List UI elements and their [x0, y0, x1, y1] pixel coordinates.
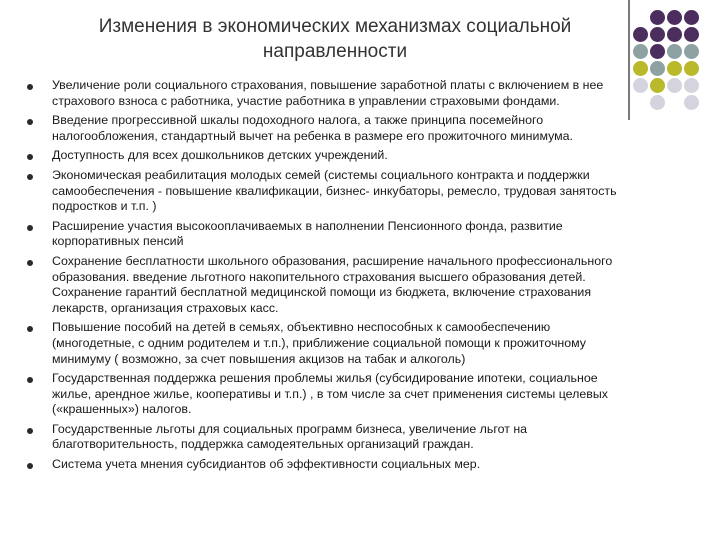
decorative-dot — [684, 78, 699, 93]
decorative-dot-grid — [633, 10, 720, 112]
decorative-dot — [701, 44, 716, 59]
decorative-dot — [667, 10, 682, 25]
bullet-item — [24, 168, 634, 215]
decorative-dot — [701, 61, 716, 76]
decorative-dot — [684, 61, 699, 76]
decorative-dot — [650, 61, 665, 76]
bullet-icon — [27, 463, 33, 469]
bullet-item — [24, 148, 634, 164]
bullet-icon — [27, 84, 33, 90]
bullet-text: Система учета мнения субсидиантов об эффективности социальных мер. — [52, 457, 481, 472]
decorative-dot — [667, 44, 682, 59]
decorative-dot — [701, 10, 716, 25]
bullet-text: Расширение участия высокооплачиваемых в наполнении Пенсионного фонда, развитие корпоративных пенсий — [52, 218, 563, 249]
slide-title: Изменения в экономических механизмах социальной направленности — [98, 16, 572, 62]
decorative-dot — [650, 27, 665, 42]
decorative-dot — [684, 27, 699, 42]
decorative-dot — [633, 78, 648, 93]
bullet-icon — [27, 154, 33, 160]
decorative-dot — [633, 27, 648, 42]
decorative-dot — [701, 95, 716, 110]
bullet-text: Введение прогрессивной шкалы подоходного налога, а также принципа посемейного налогообложения, стандартный вычет на ребенка в размере его прожиточного минимума. — [52, 113, 574, 143]
bullet-text: Государственная поддержка решения проблемы жилья (субсидирование ипотеки, социальное жилье, арендное жилье, кооперативы и т.п.) , в том числе за счет применения системы целевых («кpашенных») налогов. — [52, 371, 608, 417]
bullet-text: Государственные льготы для социальных программ бизнеса, увеличение льгот на благотворительность, поддержка самодеятельных организаций граждан. — [52, 421, 528, 452]
bullet-icon — [27, 119, 33, 125]
decorative-dot — [650, 44, 665, 59]
bullet-item — [24, 219, 634, 250]
decorative-dot — [667, 61, 682, 76]
bullet-text: Повышение пособий на детей в семьях, объективно неспособных к самообеспечению (многодетные, с одним родителем и т.п.), приближение социальной помощи к прожиточному минимуму ( возможно, за счет повышения акцизов на табак и алкоголь) — [52, 320, 586, 366]
bullet-icon — [27, 428, 33, 434]
decorative-dot — [650, 10, 665, 25]
decorative-dot — [650, 95, 665, 110]
bullet-list — [24, 78, 634, 477]
decorative-dot — [633, 44, 648, 59]
decorative-dot — [667, 78, 682, 93]
bullet-item — [24, 254, 634, 316]
decorative-dot — [633, 95, 648, 110]
bullet-icon — [27, 326, 33, 332]
bullet-icon — [27, 377, 33, 383]
bullet-item — [24, 457, 634, 473]
decorative-dot — [701, 27, 716, 42]
bullet-text: Доступность для всех дошкольников детских учреждений. — [52, 148, 388, 163]
bullet-item — [24, 320, 634, 367]
bullet-text: Экономическая реабилитация молодых семей (системы социального контракта и поддержки самообеспечения - повышение квалификации, бизнес- инкубаторы, ремесло, трудовая занятость подростков и т.п. ) — [52, 167, 617, 214]
bullet-item — [24, 371, 634, 418]
bullet-item — [24, 422, 634, 453]
bullet-item — [24, 78, 634, 109]
bullet-icon — [27, 174, 33, 180]
decorative-dot — [633, 61, 648, 76]
bullet-text: Сохранение бесплатности школьного образования, расширение начального профессионального образования. введение льготного накопительного страхования высшего образования детей. Сохранение гарантий бесплатной медицинской помощи из бюджета, включение страхования лекарств, организация страховых касс. — [52, 253, 613, 315]
decorative-dot — [684, 44, 699, 59]
bullet-icon — [27, 225, 33, 231]
bullet-item — [24, 113, 634, 144]
decorative-dot — [684, 10, 699, 25]
decorative-dot — [633, 10, 648, 25]
decorative-dot — [667, 95, 682, 110]
bullet-text: Увеличение роли социального страхования, повышение заработной платы с включением в нее страхового взноса с работника, участие работника в управлении страховыми фондами. — [52, 78, 604, 108]
decorative-dot — [684, 95, 699, 110]
decorative-dot — [667, 27, 682, 42]
decorative-dot — [701, 78, 716, 93]
bullet-icon — [27, 260, 33, 266]
decorative-dot — [650, 78, 665, 93]
